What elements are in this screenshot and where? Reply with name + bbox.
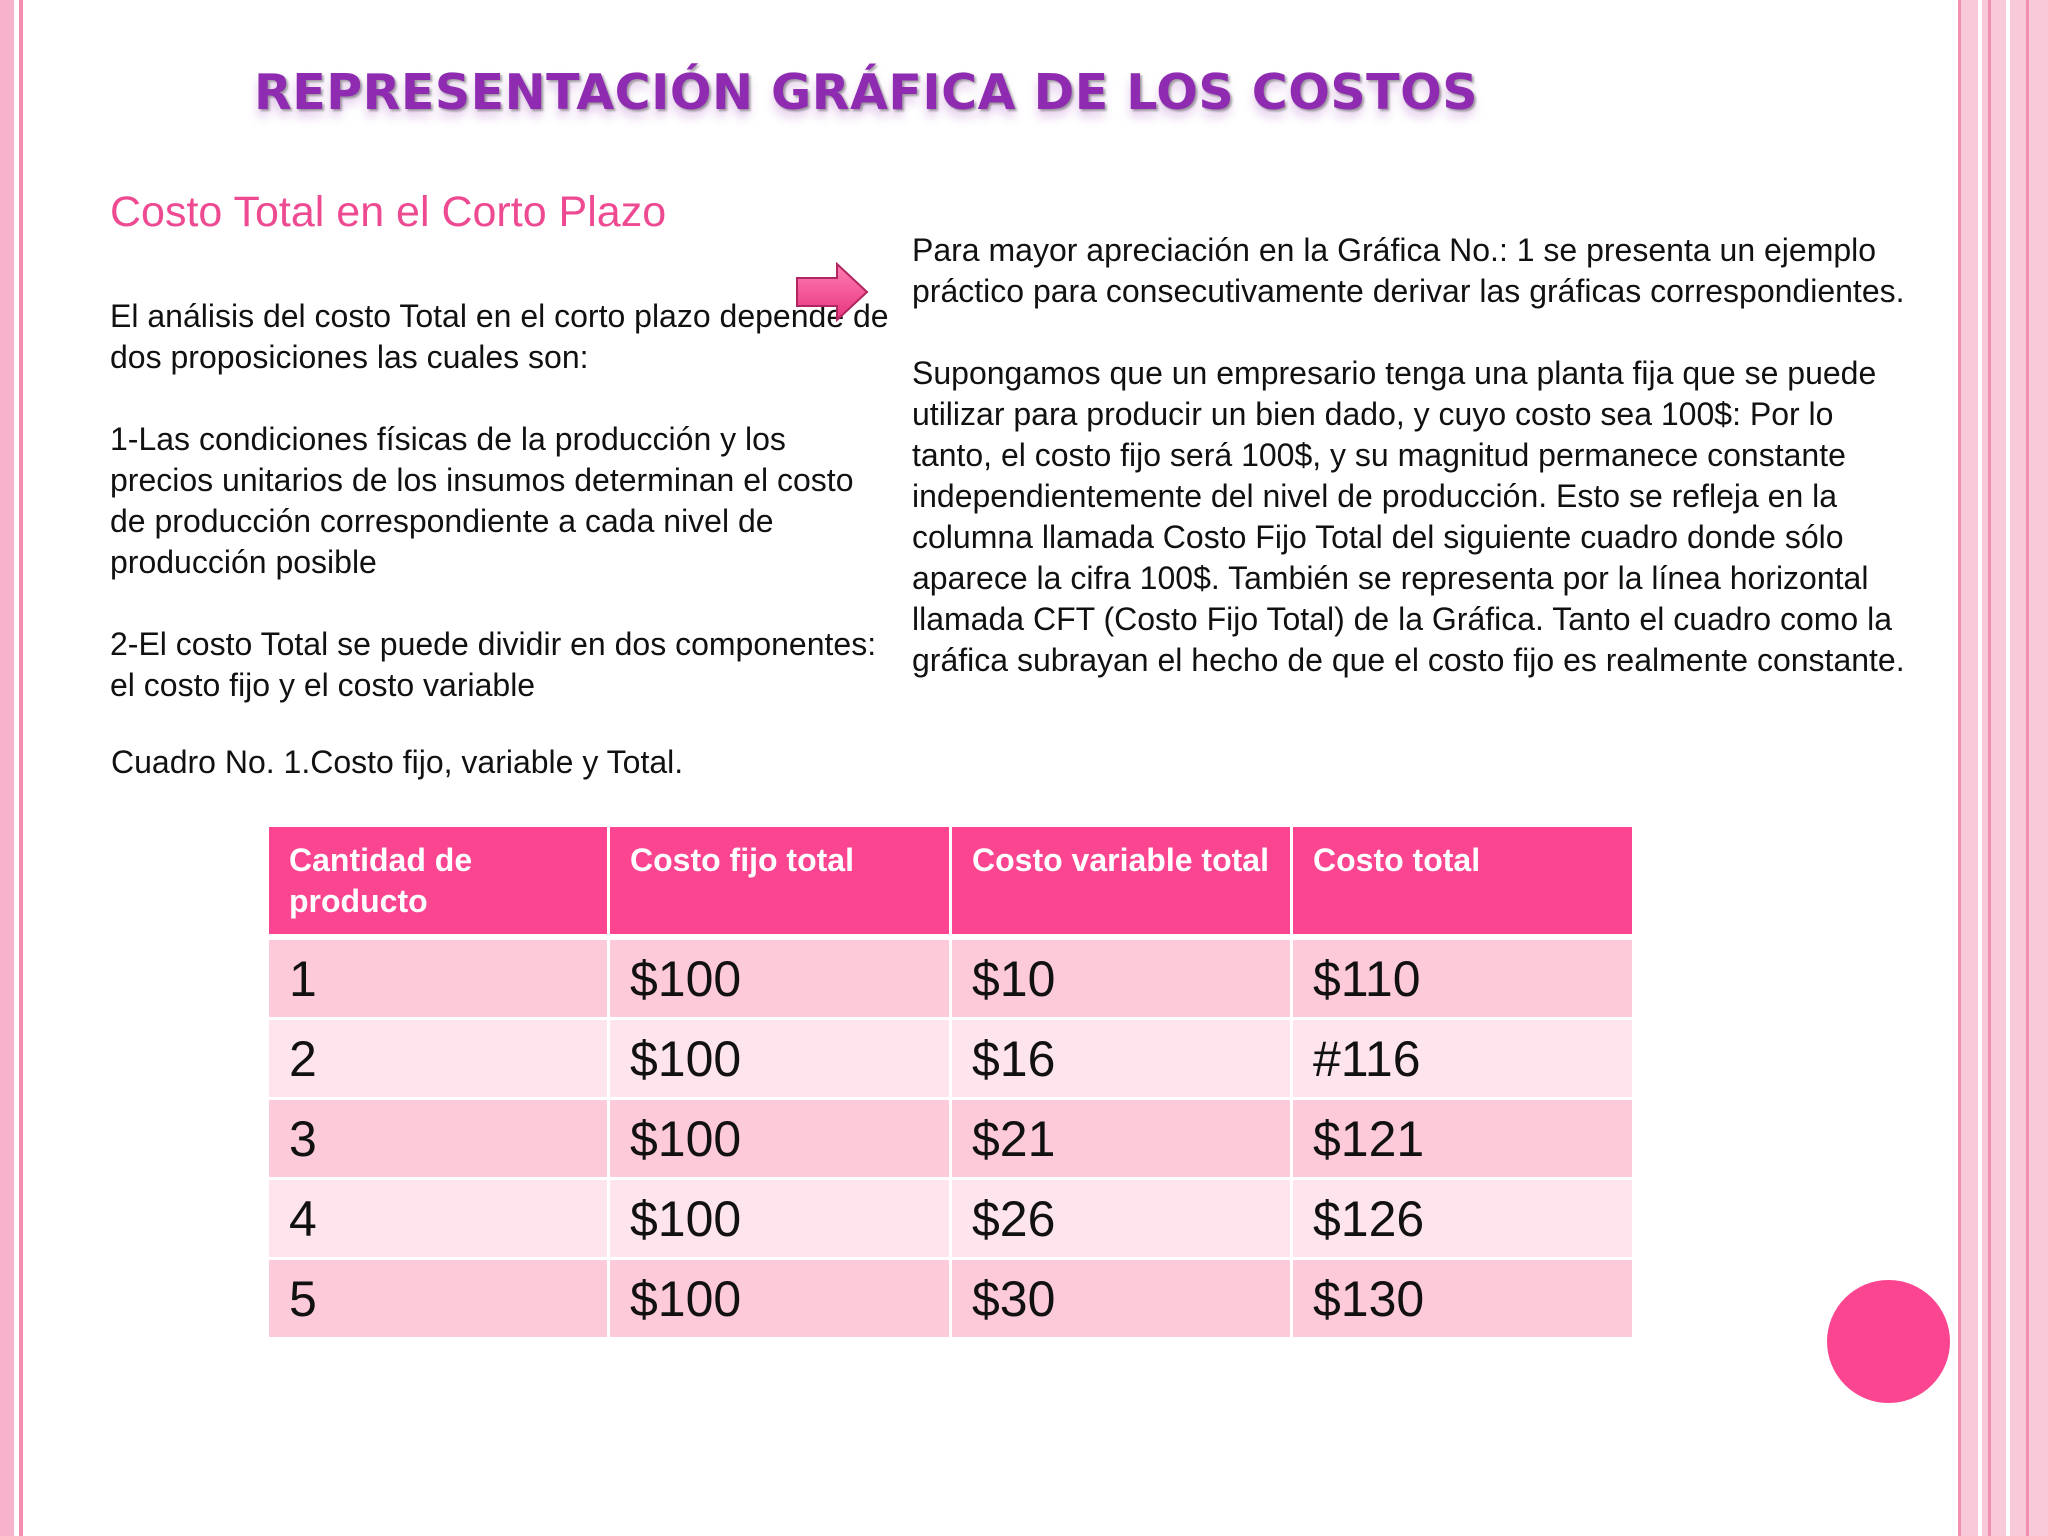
left-paragraph: 1-Las condiciones físicas de la producción y los precios unitarios de los insumos determinan el costo de producción correspondiente a cada nivel de producción posible bbox=[110, 421, 854, 580]
right-text-block bbox=[912, 230, 1912, 722]
table-row bbox=[268, 1259, 1634, 1339]
right-paragraph: Para mayor apreciación en la Gráfica No.: 1 se presenta un ejemplo práctico para consecutivamente derivar las gráficas correspondientes. bbox=[912, 232, 1905, 309]
table-cell: $21 bbox=[951, 1099, 1292, 1179]
table-cell: $100 bbox=[609, 937, 951, 1019]
decorative-circle bbox=[1827, 1280, 1950, 1403]
right-border-stripe bbox=[2006, 0, 2010, 1536]
right-border-stripe bbox=[1988, 0, 1991, 1536]
table-cell: $130 bbox=[1292, 1259, 1634, 1339]
table-row bbox=[268, 1099, 1634, 1179]
column-header: Cantidad de producto bbox=[268, 826, 609, 938]
left-text-block bbox=[110, 296, 890, 747]
table-row bbox=[268, 1019, 1634, 1099]
table-row bbox=[268, 1179, 1634, 1259]
left-paragraph: El análisis del costo Total en el corto plazo depende de dos proposiciones las cuales son: bbox=[110, 298, 889, 375]
cost-table bbox=[266, 824, 1635, 1340]
table-cell: $126 bbox=[1292, 1179, 1634, 1259]
table-cell: $10 bbox=[951, 937, 1292, 1019]
column-header: Costo total bbox=[1292, 826, 1634, 938]
slide-subtitle: Costo Total en el Corto Plazo bbox=[110, 188, 667, 236]
right-paragraph: Supongamos que un empresario tenga una planta fija que se puede utilizar para producir un bien dado, y cuyo costo sea 100$: Por lo tanto, el costo fijo será 100$, y su magnitud permanece constante independientemente del nivel de producción. Esto se refleja en la columna llamada Costo Fijo Total del siguiente cuadro donde sólo aparece la cifra 100$. También se representa por la línea horizontal llamada CFT (Costo Fijo Total) de la Gráfica. Tanto el cuadro como la gráfica subrayan el hecho de que el costo fijo es realmente constante. bbox=[912, 355, 1905, 678]
table-cell: 3 bbox=[268, 1099, 609, 1179]
table-cell: 2 bbox=[268, 1019, 609, 1099]
left-border-decoration bbox=[0, 0, 14, 1536]
table-cell: $100 bbox=[609, 1259, 951, 1339]
left-paragraph: 2-El costo Total se puede dividir en dos componentes: el costo fijo y el costo variable bbox=[110, 626, 877, 703]
column-header: Costo variable total bbox=[951, 826, 1292, 938]
right-border-stripe bbox=[2026, 0, 2029, 1536]
right-arrow-icon bbox=[795, 262, 869, 322]
table-cell: $100 bbox=[609, 1019, 951, 1099]
right-border-stripe bbox=[1978, 0, 1982, 1536]
table-cell: $110 bbox=[1292, 937, 1634, 1019]
table-cell: 1 bbox=[268, 937, 609, 1019]
table-cell: $16 bbox=[951, 1019, 1292, 1099]
table-row bbox=[268, 937, 1634, 1019]
right-border-band bbox=[1960, 0, 2048, 1536]
right-border-edge bbox=[1958, 0, 1961, 1536]
slide-title: REPRESENTACIÓN GRÁFICA DE LOS COSTOS bbox=[254, 64, 1479, 121]
table-cell: $121 bbox=[1292, 1099, 1634, 1179]
left-border-line bbox=[19, 0, 23, 1536]
table-cell: #116 bbox=[1292, 1019, 1634, 1099]
table-header-row bbox=[268, 826, 1634, 938]
table-cell: $100 bbox=[609, 1179, 951, 1259]
table-cell: 4 bbox=[268, 1179, 609, 1259]
table-cell: $26 bbox=[951, 1179, 1292, 1259]
table-cell: $100 bbox=[609, 1099, 951, 1179]
table-caption: Cuadro No. 1.Costo fijo, variable y Total. bbox=[111, 744, 684, 780]
table-cell: 5 bbox=[268, 1259, 609, 1339]
table-cell: $30 bbox=[951, 1259, 1292, 1339]
column-header: Costo fijo total bbox=[609, 826, 951, 938]
